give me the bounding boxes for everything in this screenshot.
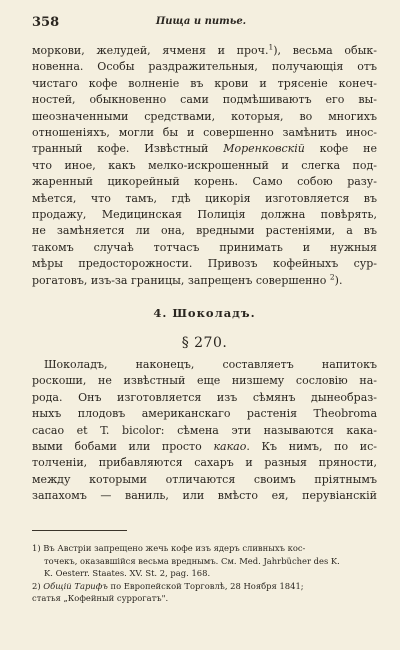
subheading: 4. Шоколадъ. [153, 306, 256, 321]
text-line: новенна. Особы раздражительныя, получающія отъ [32, 60, 377, 74]
text-line: рода. Онъ изготовляется изъ сѣмянъ дынеобраз- [32, 390, 377, 404]
footnote-ref: 2 [329, 272, 335, 282]
emphasis: какао [213, 439, 247, 453]
running-title: Пища и питье. [155, 16, 247, 27]
text-line: запахомъ — ваниль, или вмѣсто ея, перувіанскій [32, 489, 377, 503]
text-line: ныхъ плодовъ американскаго растенія Theobroma [32, 407, 377, 421]
emphasis: Общій Тарифъ [43, 580, 108, 591]
text-line: толченіи, прибавляются сахаръ и разныя пряности, [32, 456, 377, 470]
text-line: отношеніяхъ, могли бы и совершенно замѣнить инос- [32, 126, 377, 140]
text-line: мѣры предосторожности. Привозъ кофейныхъ сур- [32, 257, 377, 271]
section-number: § 270. [181, 334, 228, 351]
text-line: шеозначенными средствами, которыя, во многихъ [32, 109, 377, 123]
page-number: 358 [32, 15, 60, 30]
text-line: cacao et T. bicolor: сѣмена эти называются кака- [32, 423, 377, 437]
text-line: Шоколадъ, наконецъ, составляетъ напитокъ [44, 357, 377, 371]
main-text [32, 43, 377, 505]
paragraph-chocolate [32, 357, 377, 505]
text-line: такомъ случаѣ тотчасъ принимать и нужныя [32, 240, 377, 254]
page-header [32, 15, 370, 31]
text-line: жаренный цикорейный корень. Само собою разу- [32, 175, 377, 189]
text-line: рогатовъ, изъ-за границы, запрещенъ совершенно $^2$). [32, 272, 343, 287]
footnote-ref: 1 [268, 42, 274, 52]
text-line: роскоши, не извѣстный еще низшему сословію на- [32, 374, 377, 388]
text-line: что иное, какъ мелко-искрошенный и слегка под- [32, 158, 377, 172]
text-line: между которыми отличаются своимъ пріятнымъ [32, 472, 377, 486]
emphasis: Моренковскій [223, 142, 305, 156]
text-line: ностей, обыкновенно сами подмѣшиваютъ его вы- [32, 93, 377, 107]
paragraph-coffee-substitutes [32, 43, 377, 289]
footnote-2: 2) Общій Тарифъ по Европейской Торговлѣ, 28 Ноября 1841; [32, 580, 304, 591]
footnote-2-cont: статья „Кофейный суррогатъ". [32, 593, 169, 604]
footnote-1: 1) Въ Австріи запрещено жечь кофе изъ ядеръ сливныхъ кос- [32, 543, 306, 553]
text-line: транный кофе. Извѣстный Моренковскій кофе не [32, 142, 378, 156]
text-line: мѣется, что тамъ, гдѣ цикорія изготовляется въ [32, 191, 377, 205]
text-line: продажу, Медицинская Полиція должна повѣрять, [32, 208, 377, 222]
footnotes [32, 542, 377, 605]
text-line: моркови, желудей, ячменя и проч.$^1$), весьма обык- [32, 42, 377, 57]
text-line: чистаго кофе волненіе въ крови и трясеніе конеч- [32, 76, 377, 90]
footnote-1-cont: точекъ, оказавшійся весьма вреднымъ. См. Med. Jahrbücher des K. [44, 555, 340, 566]
footnote-1-cont: K. Oesterr. Staates. XV. St. 2, pag. 168. [44, 568, 211, 579]
text-line: не замѣняется ли она, вредными растеніями, а въ [32, 224, 377, 238]
text-line: выми бобами или просто какао. Къ нимъ, по ис- [32, 439, 378, 453]
footnote-divider [32, 530, 127, 531]
